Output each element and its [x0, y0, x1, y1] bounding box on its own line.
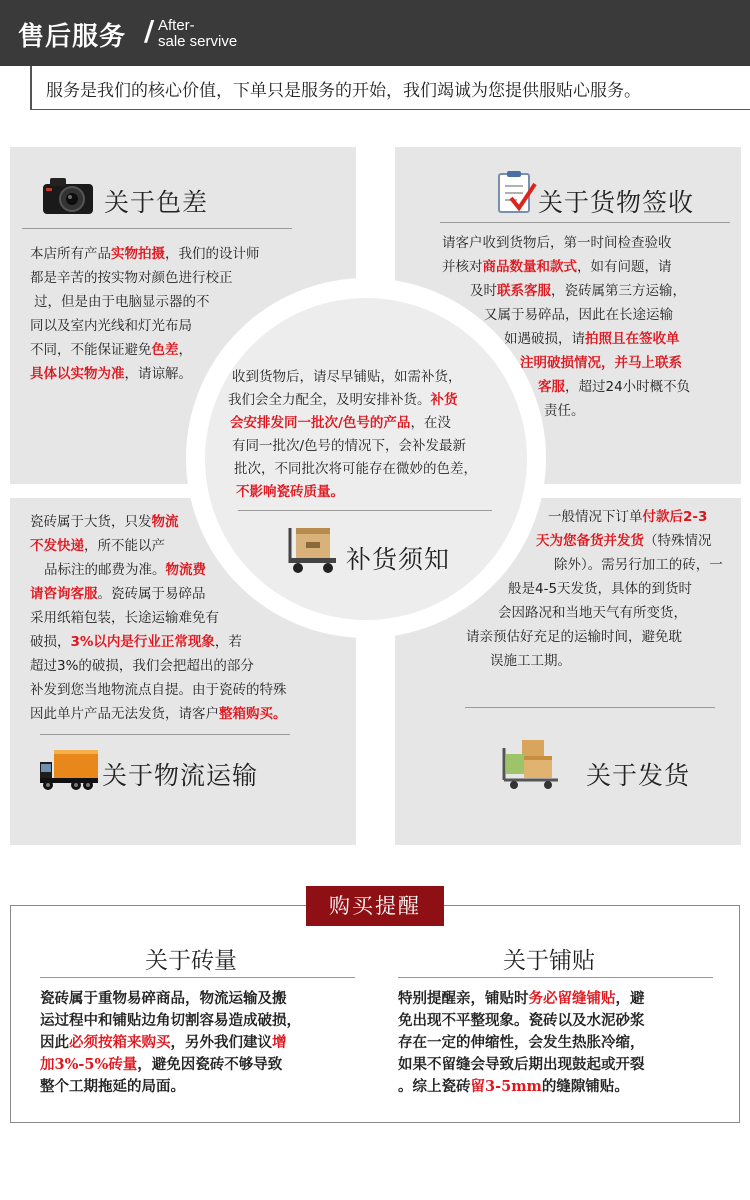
color-text: 本店所有产品实物拍摄，我们的设计师 都是辛苦的按实物对颜色进行校正 过，但是由于电脑显示器的不 同以及室内光线和灯光布局 不同，不能保证避免色差， 具体以实物为准，请谅解。: [30, 246, 260, 382]
shipping-title: 关于发货: [586, 761, 691, 790]
shipping-divider: [465, 707, 715, 708]
header-english-line2: sale servive: [158, 33, 238, 50]
tagline-box: [30, 66, 750, 110]
quantity-title: 关于砖量: [145, 948, 237, 974]
restock-title: 补货须知: [346, 545, 451, 574]
shipping-text: 一般情况下订单付款后2-3 天为您备货并发货（特殊情况 除外）。需另行加工的砖，一 般是4-5天发货，具体的到货时 会因路况和当地天气有所变货， 请亲预估好充足的运输时间，避免耽 误施工工期。: [466, 509, 723, 669]
header-title: 售后服务: [18, 22, 127, 52]
clipboard-check-icon: [497, 170, 537, 216]
header-slash: /: [144, 14, 155, 47]
tagline: 服务是我们的核心价值，下单只是服务的开始，我们竭诚为您提供服贴心服务。: [46, 81, 641, 101]
tiling-title: 关于铺贴: [503, 948, 595, 974]
truck-icon: [38, 748, 100, 792]
quantity-divider: [40, 977, 355, 978]
restock-text: 收到货物后，请尽早铺贴，如需补货， 我们会全力配全，及明安排补货。补货 会安排发同一批次/色号的产品，在没 有同一批次/色号的情况下，会补发最新 批次，不同批次将可能存在微妙的色差， 不影响瓷砖质量。: [228, 369, 477, 500]
page-header: [0, 0, 750, 66]
color-title: 关于色差: [104, 188, 209, 217]
color-divider: [22, 228, 292, 229]
camera-icon: [42, 176, 94, 216]
receipt-title: 关于货物签收: [538, 188, 695, 217]
logistics-title: 关于物流运输: [102, 761, 259, 790]
receipt-text: 请客户收到货物后，第一时间检查验收 并核对商品数量和款式，如有问题，请 及时联系客服，瓷砖属第三方运输， 又属于易碎品，因此在长途运输 如遇破损，请拍照且在签收单 注明破损情况，并马上联系 客服，超过24小时概不负 责任。: [442, 235, 691, 419]
boxes-cart-icon: [286, 524, 340, 574]
purchase-reminder-badge: 购买提醒: [306, 886, 444, 926]
quantity-text: 瓷砖属于重物易碎商品，物流运输及搬 运过程中和铺贴边角切割容易造成破损， 因此必须按箱来购买，另外我们建议增 加3%-5%砖量，避免因瓷砖不够导致 整个工期拖延的局面。: [40, 990, 301, 1095]
package-icon: [502, 738, 562, 790]
tiling-text: 特别提醒亲，铺贴时务必留缝铺贴，避 免出现不平整现象。瓷砖以及水泥砂浆 存在一定的伸缩性，会发生热胀冷缩， 如果不留缝会导致后期出现鼓起或开裂 。综上瓷砖留3-5mm的缝隙铺贴。: [398, 990, 645, 1095]
receipt-divider: [440, 222, 730, 223]
restock-divider: [238, 510, 492, 511]
header-english: [158, 18, 237, 50]
tiling-divider: [398, 977, 713, 978]
header-english-line1: After-: [158, 17, 195, 34]
logistics-text: 瓷砖属于大货，只发物流 不发快递，所不能以产 品标注的邮费为准。物流费 请咨询客服。瓷砖属于易碎品 采用纸箱包装，长途运输难免有 破损，3%以内是行业正常现象，若 超过3%的破损，我们会把超出的部分 补发到您当地物流点自提。由于瓷砖的特殊 因此单片产品无法发货，请客户整箱购买。: [30, 514, 287, 722]
logistics-divider: [40, 734, 290, 735]
